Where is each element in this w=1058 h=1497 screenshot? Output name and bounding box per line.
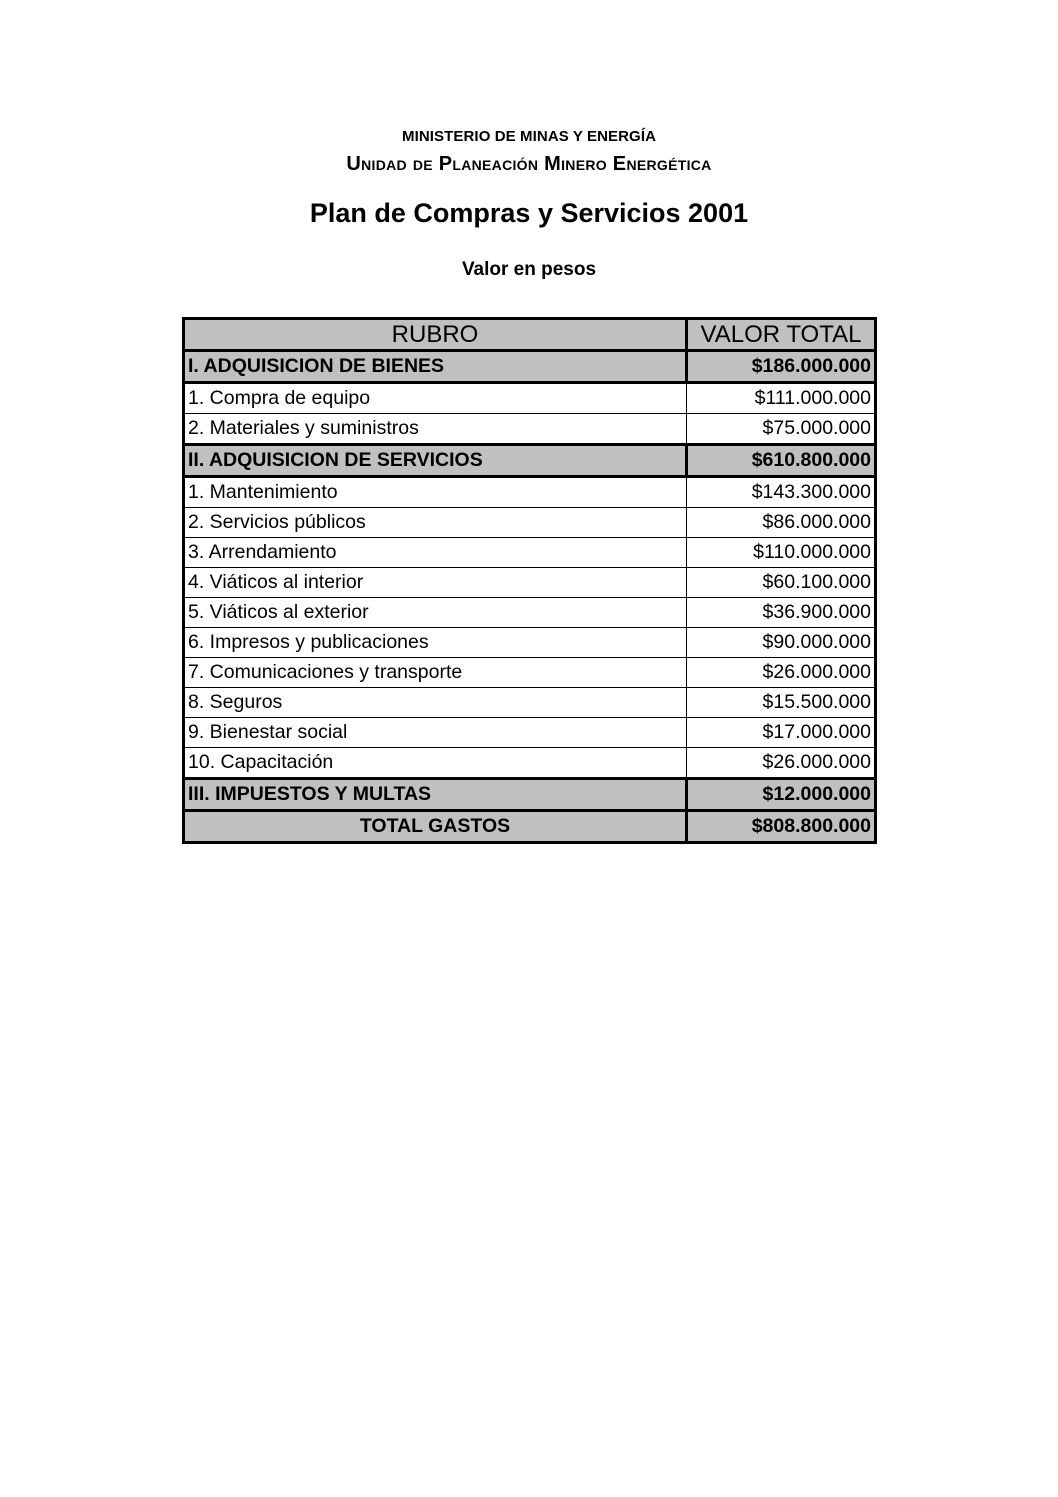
budget-table-body [184, 351, 876, 843]
valor-cell: $75.000.000 [687, 414, 876, 445]
ministry-name: MINISTERIO DE MINAS Y ENERGÍA [401, 128, 657, 145]
valor-cell: $86.000.000 [687, 508, 876, 538]
rubro-cell: 3. Arrendamiento [184, 538, 687, 568]
valor-cell: $610.800.000 [687, 445, 876, 477]
table-row [184, 477, 876, 508]
rubro-cell: III. IMPUESTOS Y MULTAS [184, 779, 687, 811]
table-row [184, 383, 876, 414]
page-title: Plan de Compras y Servicios 2001 [309, 198, 749, 228]
rubro-cell: 9. Bienestar social [184, 718, 687, 748]
rubro-cell: 10. Capacitación [184, 748, 687, 779]
rubro-cell: 4. Viáticos al interior [184, 568, 687, 598]
budget-table [182, 317, 877, 844]
table-row [184, 748, 876, 779]
column-header-rubro: RUBRO [184, 319, 687, 351]
unit-name: Unidad de Planeación Minero Energética [346, 153, 712, 175]
rubro-cell: 2. Materiales y suministros [184, 414, 687, 445]
table-row [184, 688, 876, 718]
section-row [184, 351, 876, 383]
rubro-cell: 8. Seguros [184, 688, 687, 718]
rubro-cell: 2. Servicios públicos [184, 508, 687, 538]
rubro-cell: II. ADQUISICION DE SERVICIOS [184, 445, 687, 477]
valor-cell: $186.000.000 [687, 351, 876, 383]
valor-cell: $12.000.000 [687, 779, 876, 811]
table-row [184, 414, 876, 445]
column-header-valor-total: VALOR TOTAL [687, 319, 876, 351]
table-row [184, 508, 876, 538]
table-row [184, 598, 876, 628]
table-header-row [184, 319, 876, 351]
rubro-cell: 1. Mantenimiento [184, 477, 687, 508]
table-row [184, 658, 876, 688]
page-subtitle: Valor en pesos [461, 259, 597, 280]
table-row [184, 538, 876, 568]
table-row [184, 628, 876, 658]
rubro-cell: 7. Comunicaciones y transporte [184, 658, 687, 688]
section-row [184, 779, 876, 811]
rubro-cell: 5. Viáticos al exterior [184, 598, 687, 628]
valor-cell: $36.900.000 [687, 598, 876, 628]
valor-cell: $15.500.000 [687, 688, 876, 718]
table-row [184, 718, 876, 748]
table-row [184, 568, 876, 598]
section-row [184, 445, 876, 477]
valor-cell: $143.300.000 [687, 477, 876, 508]
valor-cell: $26.000.000 [687, 748, 876, 779]
total-row [184, 811, 876, 843]
rubro-cell: 1. Compra de equipo [184, 383, 687, 414]
valor-cell: $26.000.000 [687, 658, 876, 688]
rubro-cell: TOTAL GASTOS [184, 811, 687, 843]
valor-cell: $110.000.000 [687, 538, 876, 568]
valor-cell: $808.800.000 [687, 811, 876, 843]
valor-cell: $111.000.000 [687, 383, 876, 414]
valor-cell: $60.100.000 [687, 568, 876, 598]
rubro-cell: 6. Impresos y publicaciones [184, 628, 687, 658]
rubro-cell: I. ADQUISICION DE BIENES [184, 351, 687, 383]
valor-cell: $17.000.000 [687, 718, 876, 748]
valor-cell: $90.000.000 [687, 628, 876, 658]
